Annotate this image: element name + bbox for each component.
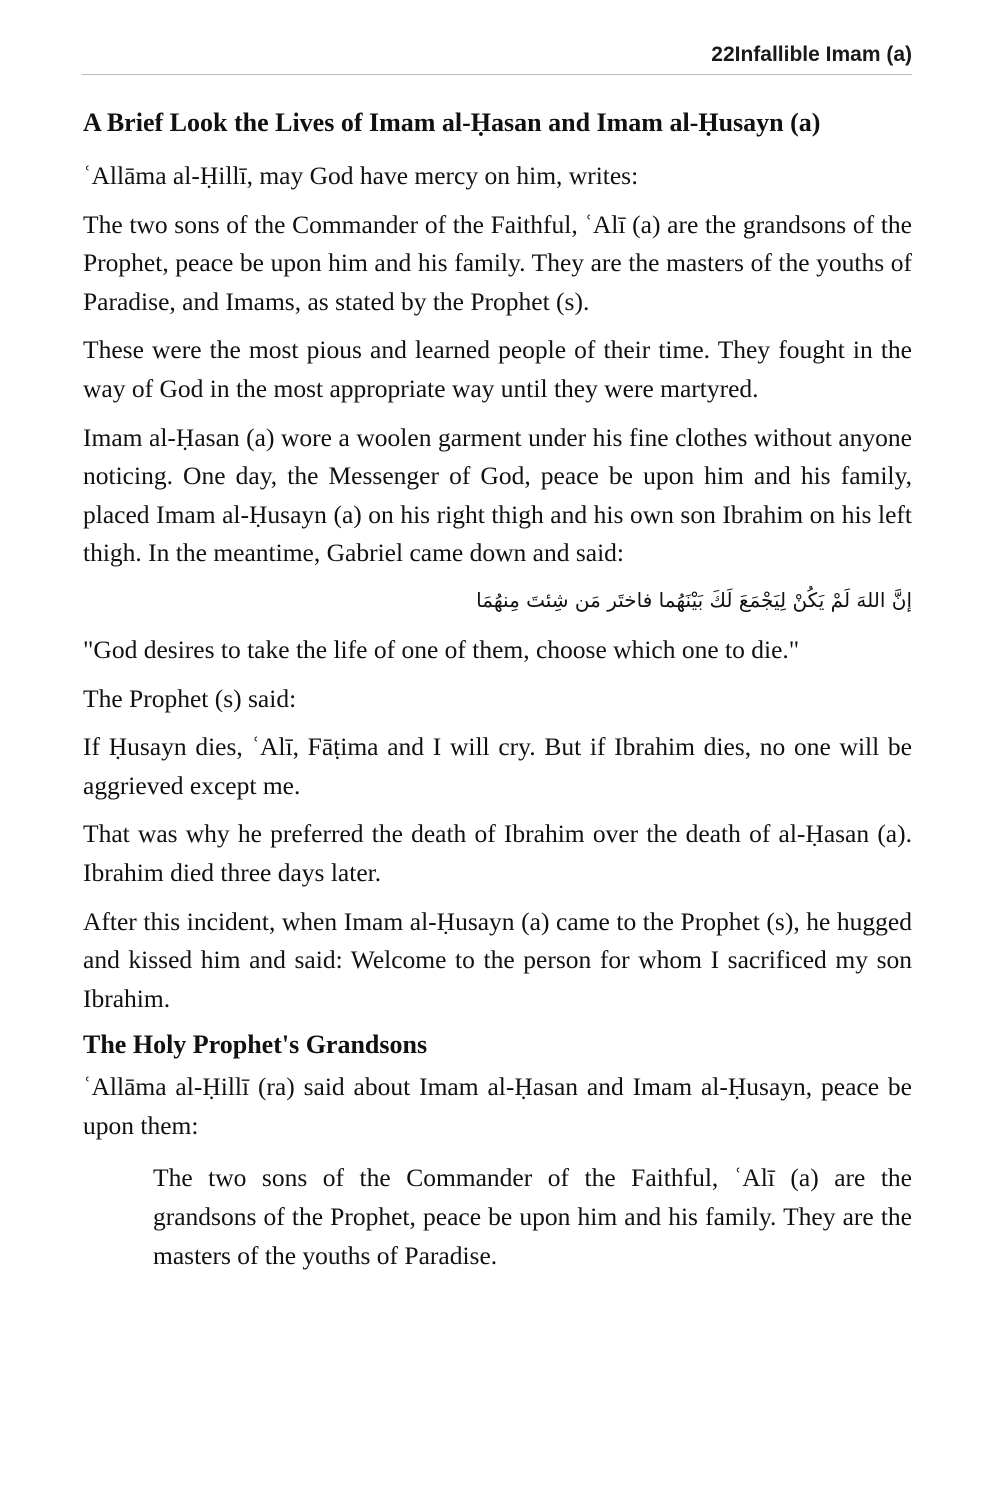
- paragraph: That was why he preferred the death of Ibrahim over the death of al-Ḥasan (a). Ibrahim died three days later.: [83, 819, 912, 887]
- block-quote: [153, 1159, 912, 1275]
- paragraph: Imam al-Ḥasan (a) wore a woolen garment under his fine clothes without anyone noticing. One day, the Messenger of God, peace be upon him and his family, placed Imam al-Ḥusayn (a) on his right thigh and his own son Ibrahim on his left thigh. In the meantime, Gabriel came down and said:: [83, 422, 912, 568]
- page-header: [82, 40, 912, 75]
- arabic-quotation: إنَّ اللهَ لَمْ يَكُنْ لِيَجْمَعَ لَكَ بَيْنَهُما فاختَر مَن شِئتَ مِنهُمَا: [476, 587, 912, 612]
- paragraph: ʿAllāma al-Ḥillī (ra) said about Imam al-Ḥasan and Imam al-Ḥusayn, peace be upon them:: [83, 1072, 912, 1140]
- running-header-title: 22Infallible Imam (a): [711, 43, 912, 66]
- quote-text: The two sons of the Commander of the Faithful, ʿAlī (a) are the grandsons of the Prophet, peace be upon him and his family. They are the masters of the youths of Paradise.: [153, 1163, 912, 1270]
- paragraph: These were the most pious and learned people of their time. They fought in the way of God in the most appropriate way until they were martyred.: [83, 335, 912, 403]
- section-heading: A Brief Look the Lives of Imam al-Ḥasan and Imam al-Ḥusayn (a): [83, 108, 821, 137]
- paragraph: ʿAllāma al-Ḥillī, may God have mercy on him, writes:: [83, 161, 639, 190]
- paragraph: The two sons of the Commander of the Faithful, ʿAlī (a) are the grandsons of the Prophet, peace be upon him and his family. They are the masters of the youths of Paradise, and Imams, as stated by the Prophet (s).: [83, 209, 912, 316]
- paragraph: After this incident, when Imam al-Ḥusayn (a) came to the Prophet (s), he hugged and kissed him and said: Welcome to the person for whom I sacrificed my son Ibrahim.: [83, 906, 912, 1013]
- page-content: [83, 103, 912, 1275]
- paragraph: "God desires to take the life of one of them, choose which one to die.": [83, 634, 800, 664]
- subsection-heading: The Holy Prophet's Grandsons: [83, 1030, 428, 1060]
- paragraph: If Ḥusayn dies, ʿAlī, Fāṭima and I will cry. But if Ibrahim dies, no one will be aggrieved except me.: [83, 732, 912, 800]
- paragraph: The Prophet (s) said:: [83, 683, 297, 713]
